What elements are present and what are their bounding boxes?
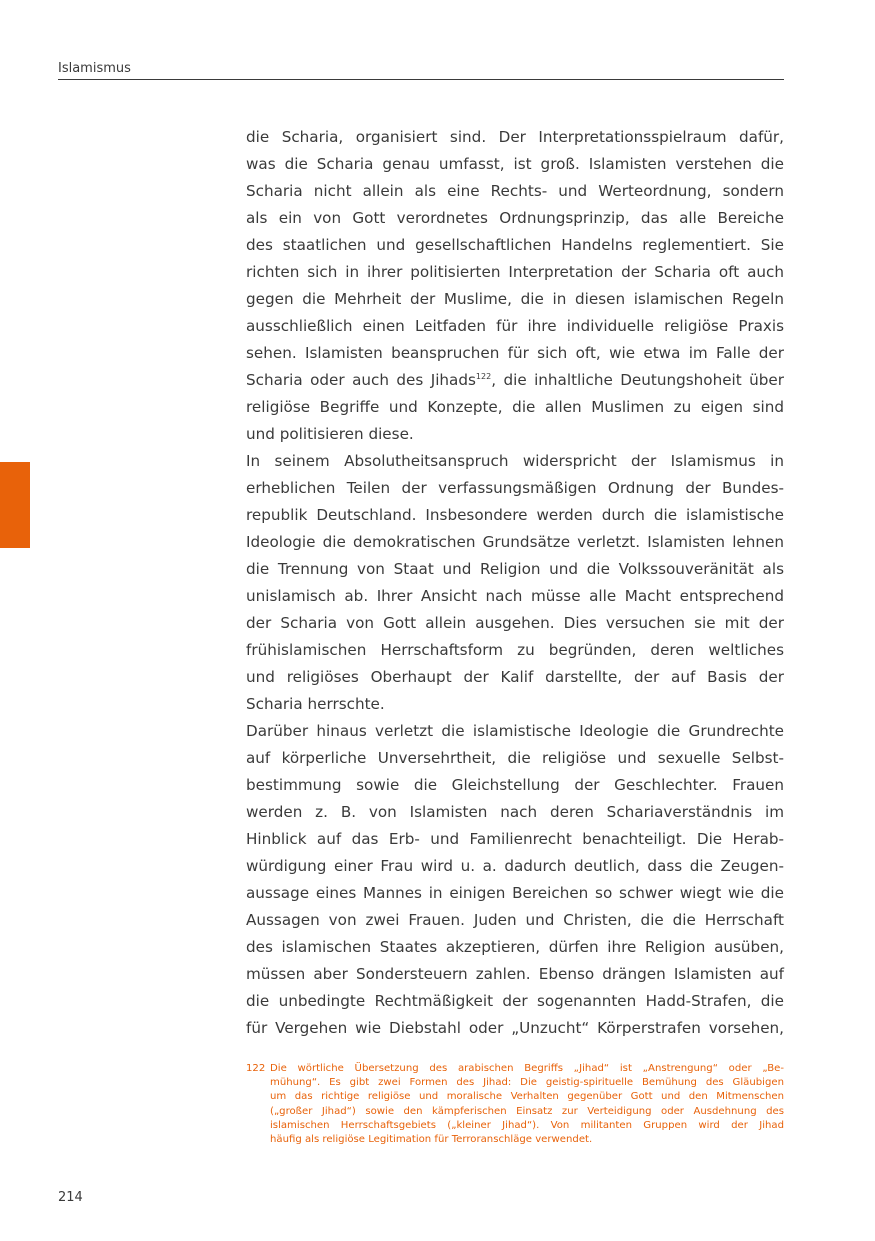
text-line: erheblichen Teilen der verfassungsmäßigen Ordnung der Bundes- xyxy=(246,479,784,497)
text-line: was die Scharia genau umfasst, ist groß. Islamisten verstehen die xyxy=(246,155,784,173)
text-line: aussage eines Mannes in einigen Bereichen so schwer wiegt wie die xyxy=(246,884,784,902)
text-line: der Scharia von Gott allein ausgehen. Dies versuchen sie mit der xyxy=(246,614,784,632)
text-line: unislamisch ab. Ihrer Ansicht nach müsse alle Macht entsprechend xyxy=(246,587,784,605)
text-line: gegen die Mehrheit der Muslime, die in diesen islamischen Regeln xyxy=(246,290,784,308)
text-line: Hinblick auf das Erb- und Familienrecht benachteiligt. Die Herab- xyxy=(246,830,784,848)
text-line: Darüber hinaus verletzt die islamistische Ideologie die Grundrechte xyxy=(246,722,784,740)
text-line: für Vergehen wie Diebstahl oder „Unzucht“ Körperstrafen vorsehen, xyxy=(246,1019,784,1037)
footnote-line: islamischen Herrschaftsgebiets („kleiner Jihad“). Von militanten Gruppen wird der Jihad xyxy=(270,1119,784,1131)
text-line: auf körperliche Unversehrtheit, die religiöse und sexuelle Selbst- xyxy=(246,749,784,767)
header-title: Islamismus xyxy=(58,61,131,76)
text-line: würdigung einer Frau wird u. a. dadurch deutlich, dass die Zeugen- xyxy=(246,857,784,875)
footnote-line: mühung“. Es gibt zwei Formen des Jihad: Die geistig-spirituelle Bemühung des Gläubigen xyxy=(270,1077,784,1089)
text-line: frühislamischen Herrschaftsform zu begründen, deren weltliches xyxy=(246,641,784,659)
text-line: republik Deutschland. Insbesondere werden durch die islamistische xyxy=(246,506,784,524)
text-line: Scharia nicht allein als eine Rechts- und Werteordnung, sondern xyxy=(246,182,784,200)
text-line: In seinem Absolutheitsanspruch widerspricht der Islamismus in xyxy=(246,452,784,470)
text-line: Ideologie die demokratischen Grundsätze verletzt. Islamisten lehnen xyxy=(246,533,784,551)
text-line: die Trennung von Staat und Religion und die Volkssouveränität als xyxy=(246,560,784,578)
footnote-line: häufig als religiöse Legitimation für Terroranschläge verwendet. xyxy=(270,1134,593,1146)
text-line: des staatlichen und gesellschaftlichen Handelns reglementiert. Sie xyxy=(246,236,784,254)
text-line: ausschließlich einen Leitfaden für ihre individuelle religiöse Praxis xyxy=(246,317,784,335)
text-segment: , die inhaltliche Deutungshoheit über xyxy=(491,371,784,389)
footnote-number: 122 xyxy=(246,1063,266,1074)
text-line-with-footnote-ref xyxy=(246,367,784,394)
footnote-line: um das richtige religiöse und moralische Verhalten gegenüber Gott und den Mitmenschen xyxy=(270,1091,784,1103)
text-line: die Scharia, organisiert sind. Der Interpretationsspielraum dafür, xyxy=(246,128,784,146)
footnote xyxy=(246,1062,784,1147)
footnote-line: Die wörtliche Übersetzung des arabischen Begriffs „Jihad“ ist „Anstrengung“ oder „Be- xyxy=(270,1063,784,1074)
paragraph-1 xyxy=(246,124,784,448)
text-line: sehen. Islamisten beanspruchen für sich oft, wie etwa im Falle der xyxy=(246,344,784,362)
text-line: bestimmung sowie die Gleichstellung der Geschlechter. Frauen xyxy=(246,776,784,794)
text-line: des islamischen Staates akzeptieren, dürfen ihre Religion ausüben, xyxy=(246,938,784,956)
page-number: 214 xyxy=(58,1190,83,1205)
footnote-line: („großer Jihad“) sowie den kämpferischen Einsatz zur Verteidigung oder Ausdehnung des xyxy=(270,1105,784,1117)
paragraph-3 xyxy=(246,718,784,1042)
footnote-text xyxy=(270,1062,784,1147)
text-line: müssen aber Sondersteuern zahlen. Ebenso drängen Islamisten auf xyxy=(246,965,784,983)
main-text xyxy=(246,124,784,1042)
text-line: werden z. B. von Islamisten nach deren Schariaverständnis im xyxy=(246,803,784,821)
footnote-reference[interactable]: 122 xyxy=(475,372,492,381)
chapter-color-tab xyxy=(0,462,30,548)
text-segment: Scharia oder auch des Jihads xyxy=(246,371,476,389)
text-line: und religiöses Oberhaupt der Kalif darstellte, der auf Basis der xyxy=(246,668,784,686)
text-line: und politisieren diese. xyxy=(246,425,414,443)
paragraph-2 xyxy=(246,448,784,718)
text-line: religiöse Begriffe und Konzepte, die allen Muslimen zu eigen sind xyxy=(246,398,784,416)
text-line: als ein von Gott verordnetes Ordnungsprinzip, das alle Bereiche xyxy=(246,209,784,227)
text-line: Aussagen von zwei Frauen. Juden und Christen, die die Herrschaft xyxy=(246,911,784,929)
running-header xyxy=(58,57,784,80)
text-line: die unbedingte Rechtmäßigkeit der sogenannten Hadd-Strafen, die xyxy=(246,992,784,1010)
text-line: richten sich in ihrer politisierten Interpretation der Scharia oft auch xyxy=(246,263,784,281)
text-line: Scharia herrschte. xyxy=(246,695,385,713)
